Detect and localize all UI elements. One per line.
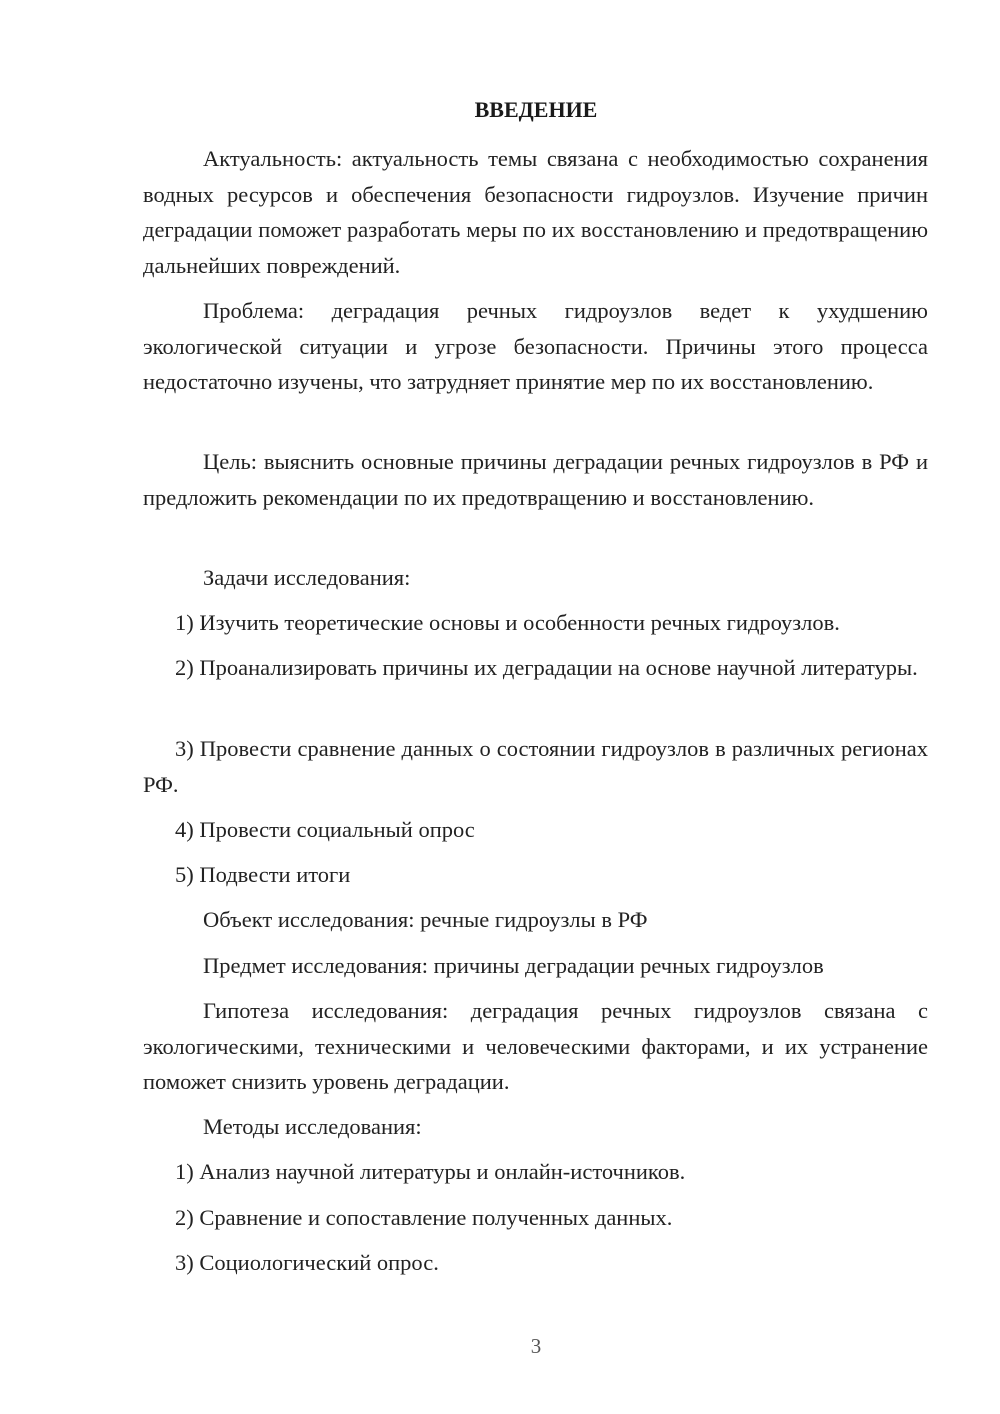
problem-paragraph: Проблема: деградация речных гидроузлов ведет к ухудшению экологической ситуации и угрозе безопасности. Причины этого процесса недостаточно изучены, что затрудняет принятие мер по их восстановлению.: [143, 298, 928, 394]
methods-heading: Методы исследования:: [203, 1114, 422, 1139]
object-paragraph: Объект исследования: речные гидроузлы в РФ: [203, 907, 648, 932]
hypothesis-paragraph: Гипотеза исследования: деградация речных гидроузлов связана с экологическими, техническими и человеческими факторами, и их устранение поможет снизить уровень деградации.: [143, 998, 928, 1094]
subject-paragraph: Предмет исследования: причины деградации речных гидроузлов: [203, 953, 824, 978]
page-number: 3: [530, 1334, 542, 1358]
goal-paragraph: Цель: выяснить основные причины деградации речных гидроузлов в РФ и предложить рекомендации по их предотвращению и восстановлению.: [143, 449, 928, 510]
method-item-2: 2) Сравнение и сопоставление полученных данных.: [175, 1205, 673, 1230]
section-title: ВВЕДЕНИЕ: [474, 97, 598, 122]
task-item-4: 4) Провести социальный опрос: [175, 817, 475, 842]
method-item-1: 1) Анализ научной литературы и онлайн-источников.: [175, 1159, 686, 1184]
task-item-5: 5) Подвести итоги: [175, 862, 351, 887]
relevance-paragraph: Актуальность: актуальность темы связана с необходимостью сохранения водных ресурсов и обеспечения безопасности гидроузлов. Изучение причин деградации поможет разработать меры по их восстановлению и предотвращению дальнейших повреждений.: [143, 146, 928, 278]
method-item-3: 3) Социологический опрос.: [175, 1250, 439, 1275]
task-item-1: 1) Изучить теоретические основы и особенности речных гидроузлов.: [175, 610, 840, 635]
task-item-2: 2) Проанализировать причины их деградации на основе научной литературы.: [175, 655, 918, 680]
tasks-heading: Задачи исследования:: [203, 565, 411, 590]
task-item-3: 3) Провести сравнение данных о состоянии гидроузлов в различных регионах РФ.: [143, 736, 928, 797]
